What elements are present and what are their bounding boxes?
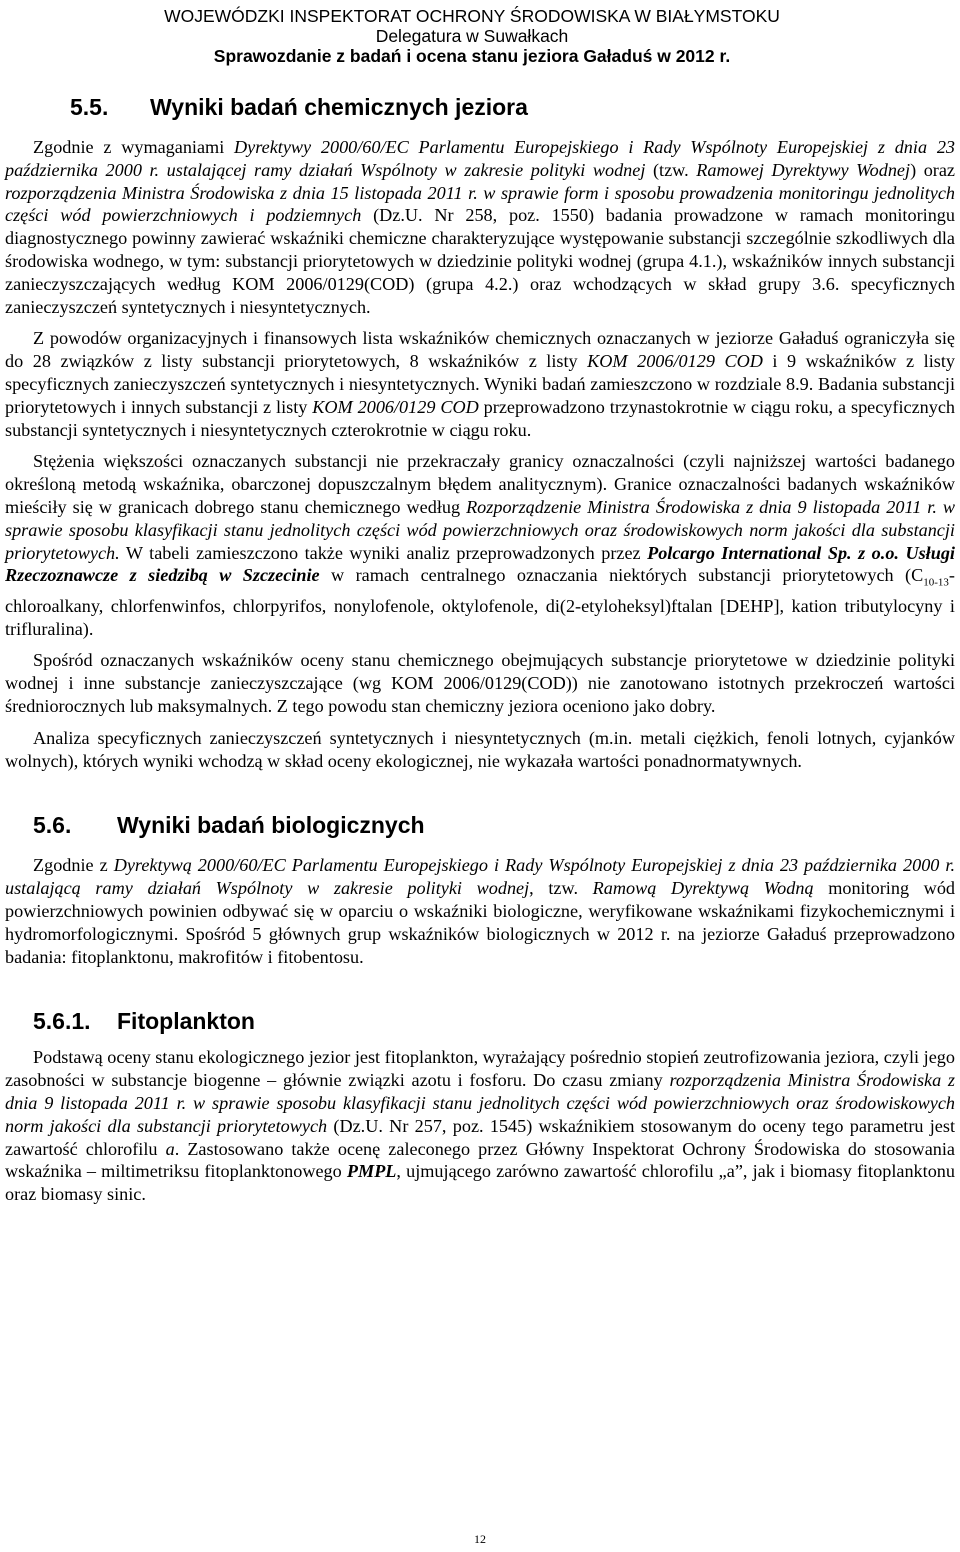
section-title: Wyniki badań chemicznych jeziora	[150, 94, 528, 120]
section-heading-5-6-1	[5, 1006, 955, 1036]
document-header	[112, 6, 832, 66]
paragraph-2: Z powodów organizacyjnych i finansowych lista wskaźników chemicznych oznaczanych w jeziorze Gaładuś ograniczyła się do 28 związków z listy substancji priorytetowych, 8 wskaźników z listy KOM 2006/0129 COD i 9 wskaźników z listy specyficznych zanieczyszczeń syntetycznych i niesyntetycznych. Wyniki badań zamieszczono w rozdziale 8.9. Badania substancji priorytetowych i innych substancji z listy KOM 2006/0129 COD przeprowadzono trzynastokrotnie w ciągu roku, a specyficznych substancji syntetycznych i niesyntetycznych czterokrotnie w ciągu roku.	[5, 328, 956, 440]
section-heading-5-5	[5, 92, 955, 122]
document-body	[5, 92, 955, 1206]
paragraph-1: Zgodnie z wymaganiami Dyrektywy 2000/60/EC Parlamentu Europejskiego i Rady Wspólnoty Europejskiej z dnia 23 października 2000 r. ustalającej ramy działań Wspólnoty w zakresie polityki wodnej (tzw. Ramowej Dyrektywy Wodnej) oraz rozporządzenia Ministra Środowiska z dnia 15 listopada 2011 r. w sprawie form i sposobu prowadzenia monitoringu jednolitych części wód powierzchniowych i podziemnych (Dz.U. Nr 258, poz. 1550) badania prowadzone w ramach monitoringu diagnostycznego powinny zawierać wskaźniki chemiczne charakteryzujące występowanie substancji szczególnie szkodliwych dla środowiska wodnego, w tym: substancji priorytetowych w dziedzinie polityki wodnej (grupa 4.1.), wskaźników innych substancji zanieczyszczających według KOM 2006/0129(COD) (grupa 4.2.) oraz wchodzących w skład grupy 3.6. specyficznych zanieczyszczeń syntetycznych i niesyntetycznych.	[5, 137, 956, 317]
section-number: 5.5.	[70, 94, 109, 120]
paragraph-3: Stężenia większości oznaczanych substancji nie przekraczały granicy oznaczalności (czyli najniższej wartości badanego określoną metodą wskaźnika, obarczonej dopuszczalnym błędem analitycznym). Granice oznaczalności badanych wskaźników mieściły się w granicach dobrego stanu chemicznego według Rozporządzenie Ministra Środowiska z dnia 9 listopada 2011 r. w sprawie sposobu klasyfikacji stanu jednolitych części wód powierzchniowych oraz środowiskowych norm jakości dla substancji priorytetowych. W tabeli zamieszczono także wyniki analiz przeprowadzonych przez Polcargo International Sp. z o.o. Usługi Rzeczoznawcze z siedzibą w Szczecinie w ramach centralnego oznaczania niektórych substancji priorytetowych ($C_{10-13}$-chloroalkany, chlorfenwinfos, chlorpyrifos, nonylofenole, oktylofenole, di(2-etyloheksyl)ftalan [DEHP], kation tributylocyny i trifluralina).	[5, 451, 956, 639]
section-number: 5.6.	[33, 812, 72, 839]
paragraph-5: Analiza specyficznych zanieczyszczeń syntetycznych i niesyntetycznych (m.in. metali ciężkich, fenoli lotnych, cyjanków wolnych), których wyniki wchodzą w skład oceny ekologicznej, nie wykazała wartości ponadnormatywnych.	[5, 727, 955, 771]
header-report-title: Sprawozdanie z badań i ocena stanu jeziora Gaładuś w 2012 r.	[213, 46, 731, 66]
page-number: 12	[474, 1532, 486, 1546]
paragraph-6: Zgodnie z Dyrektywą 2000/60/EC Parlamentu Europejskiego i Rady Wspólnoty Europejskiej z dnia 23 października 2000 r. ustalającą ramy działań Wspólnoty w zakresie polityki wodnej, tzw. Ramową Dyrektywą Wodną monitoring wód powierzchniowych powinien odbywać się w oparciu o wskaźniki biologiczne, weryfikowane wskaźnikami fizykochemicznymi i hydromorfologicznymi. Spośród 5 głównych grup wskaźników biologicznych w 2012 r. na jeziorze Gaładuś przeprowadzono badania: fitoplanktonu, makrofitów i fitobentosu.	[5, 855, 956, 967]
paragraph-7: Podstawą oceny stanu ekologicznego jezior jest fitoplankton, wyrażający pośrednio stopień zeutrofizowania jeziora, czyli jego zasobności w substancje biogenne – głównie związki azotu i fosforu. Do czasu zmiany rozporządzenia Ministra Środowiska z dnia 9 listopada 2011 r. w sprawie sposobu klasyfikacji stanu jednolitych części wód powierzchniowych oraz środowiskowych norm jakości dla substancji priorytetowych (Dz.U. Nr 257, poz. 1545) wskaźnikiem stosowanym do oceny tego parametru jest zawartość chlorofilu a. Zastosowano także ocenę zaleconego przez Główny Inspektorat Ochrony Środowiska do stosowania wskaźnika – miltimetriksu fitoplanktonowego PMPL, ujmującego zarówno zawartość chlorofilu „a”, jak i biomasy fitoplanktonu oraz biomasy sinic.	[5, 1047, 955, 1205]
paragraph-4: Spośród oznaczanych wskaźników oceny stanu chemicznego obejmujących substancje priorytetowe w dziedzinie polityki wodnej i inne substancje zanieczyszczające (wg KOM 2006/0129(COD)) nie zanotowano istotnych przekroczeń wartości średniorocznych lub maksymalnych. Z tego powodu stan chemiczny jeziora oceniono jako dobry.	[5, 650, 955, 716]
header-institution: WOJEWÓDZKI INSPEKTORAT OCHRONY ŚRODOWISKA W BIAŁYMSTOKU	[164, 6, 780, 26]
section-title: Wyniki badań biologicznych	[117, 812, 425, 839]
section-heading-5-6	[5, 810, 955, 840]
section-number: 5.6.1.	[33, 1008, 91, 1035]
section-title: Fitoplankton	[117, 1008, 255, 1035]
header-delegation: Delegatura w Suwałkach	[375, 26, 569, 46]
